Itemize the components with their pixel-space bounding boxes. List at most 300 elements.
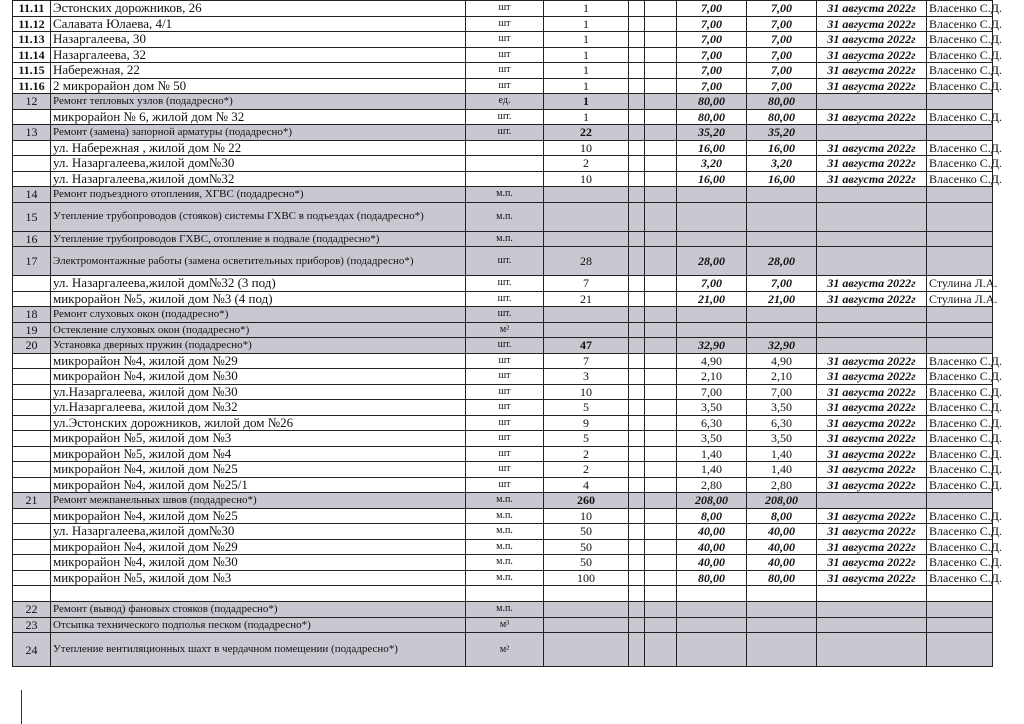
empty-cell <box>629 63 645 79</box>
row-deadline: 31 августа 2022г <box>817 63 927 79</box>
row-number <box>13 400 51 416</box>
empty-cell <box>629 539 645 555</box>
empty-cell <box>629 171 645 187</box>
row-number: 15 <box>13 202 51 231</box>
row-number: 11.15 <box>13 63 51 79</box>
row-quantity: 21 <box>544 291 629 307</box>
row-quantity: 2 <box>544 156 629 172</box>
empty-cell <box>629 78 645 94</box>
row-cost-total: 7,00 <box>747 384 817 400</box>
row-responsible: Власенко С.Д. <box>927 140 993 156</box>
row-deadline <box>817 493 927 509</box>
row-deadline: 31 августа 2022г <box>817 171 927 187</box>
table-row <box>13 415 993 431</box>
row-deadline: 31 августа 2022г <box>817 276 927 292</box>
row-number <box>13 353 51 369</box>
row-cost-total: 2,10 <box>747 369 817 385</box>
row-cost-plan <box>677 202 747 231</box>
row-deadline: 31 августа 2022г <box>817 524 927 540</box>
row-name: микрорайон №4, жилой дом №30 <box>51 555 466 571</box>
row-deadline: 31 августа 2022г <box>817 47 927 63</box>
row-quantity: 2 <box>544 462 629 478</box>
row-unit: м.п. <box>466 539 544 555</box>
row-name: 2 микрорайон дом № 50 <box>51 78 466 94</box>
row-responsible: Власенко С.Д. <box>927 171 993 187</box>
row-unit: шт <box>466 78 544 94</box>
row-responsible: Власенко С.Д. <box>927 1 993 17</box>
row-quantity: 10 <box>544 508 629 524</box>
row-quantity: 22 <box>544 125 629 141</box>
row-number: 22 <box>13 602 51 618</box>
row-unit: шт <box>466 400 544 416</box>
empty-cell <box>629 307 645 323</box>
row-deadline: 31 августа 2022г <box>817 291 927 307</box>
row-name: Утепление вентиляционных шахт в чердачном помещении (подадресно*) <box>51 633 466 667</box>
row-deadline: 31 августа 2022г <box>817 477 927 493</box>
empty-cell <box>629 415 645 431</box>
row-number <box>13 369 51 385</box>
table-row <box>13 140 993 156</box>
row-unit: шт <box>466 16 544 32</box>
section-row <box>13 94 993 110</box>
row-cost-total: 21,00 <box>747 291 817 307</box>
table-body <box>13 0 1002 667</box>
empty-cell <box>629 16 645 32</box>
row-unit: шт. <box>466 247 544 276</box>
empty-cell <box>629 231 645 247</box>
table-row <box>13 462 993 478</box>
row-quantity: 7 <box>544 276 629 292</box>
row-name: Назаргалеева, 30 <box>51 32 466 48</box>
row-unit <box>466 140 544 156</box>
row-cost-plan <box>677 307 747 323</box>
row-name: микрорайон №5, жилой дом №3 (4 под) <box>51 291 466 307</box>
row-number <box>13 171 51 187</box>
row-name: ул.Назаргалеева, жилой дом №32 <box>51 400 466 416</box>
row-number: 21 <box>13 493 51 509</box>
row-number <box>13 462 51 478</box>
row-responsible <box>927 493 993 509</box>
row-name: Установка дверных пружин (подадресно*) <box>51 338 466 354</box>
row-unit: шт. <box>466 291 544 307</box>
empty-cell <box>645 1 677 17</box>
table-row <box>13 109 993 125</box>
row-deadline <box>817 94 927 110</box>
row-quantity: 1 <box>544 94 629 110</box>
row-deadline <box>817 247 927 276</box>
row-cost-total <box>747 307 817 323</box>
row-number: 16 <box>13 231 51 247</box>
row-responsible <box>927 187 993 203</box>
row-responsible <box>927 338 993 354</box>
row-responsible: Власенко С.Д. <box>927 47 993 63</box>
row-number: 12 <box>13 94 51 110</box>
row-cost-plan: 7,00 <box>677 63 747 79</box>
row-quantity <box>544 602 629 618</box>
row-responsible <box>927 617 993 633</box>
row-cost-plan: 7,00 <box>677 384 747 400</box>
row-quantity: 9 <box>544 415 629 431</box>
row-quantity: 50 <box>544 524 629 540</box>
empty-cell <box>629 462 645 478</box>
section-row <box>13 322 993 338</box>
row-unit: ед. <box>466 94 544 110</box>
row-name: микрорайон №4, жилой дом №25 <box>51 462 466 478</box>
row-responsible: Власенко С.Д. <box>927 369 993 385</box>
row-name: Ремонт межпанельных швов (подадресно*) <box>51 493 466 509</box>
row-cost-total: 80,00 <box>747 109 817 125</box>
row-cost-total: 7,00 <box>747 63 817 79</box>
row-responsible: Власенко С.Д. <box>927 415 993 431</box>
row-quantity: 10 <box>544 171 629 187</box>
row-unit: шт <box>466 47 544 63</box>
row-cost-plan <box>677 633 747 667</box>
row-name: Электромонтажные работы (замена осветительных приборов) (подадресно*) <box>51 247 466 276</box>
row-name <box>51 586 466 602</box>
row-responsible: Власенко С.Д. <box>927 156 993 172</box>
row-quantity: 1 <box>544 1 629 17</box>
row-deadline: 31 августа 2022г <box>817 109 927 125</box>
row-cost-plan: 40,00 <box>677 555 747 571</box>
row-deadline: 31 августа 2022г <box>817 353 927 369</box>
row-deadline: 31 августа 2022г <box>817 140 927 156</box>
row-unit: м.п. <box>466 602 544 618</box>
row-responsible: Власенко С.Д. <box>927 353 993 369</box>
empty-cell <box>645 586 677 602</box>
row-unit <box>466 156 544 172</box>
row-unit: шт. <box>466 125 544 141</box>
row-deadline: 31 августа 2022г <box>817 539 927 555</box>
row-name: Отсыпка технического подполья песком (подадресно*) <box>51 617 466 633</box>
row-deadline <box>817 187 927 203</box>
row-unit: шт <box>466 462 544 478</box>
empty-cell <box>645 570 677 586</box>
row-cost-total: 1,40 <box>747 462 817 478</box>
row-number <box>13 140 51 156</box>
row-cost-total: 16,00 <box>747 140 817 156</box>
empty-cell <box>645 202 677 231</box>
work-plan-table <box>12 0 1002 667</box>
row-name: Эстонских дорожников, 26 <box>51 1 466 17</box>
row-cost-plan <box>677 231 747 247</box>
empty-cell <box>645 109 677 125</box>
empty-cell <box>629 291 645 307</box>
row-responsible: Стулина Л.А. <box>927 276 993 292</box>
table-row <box>13 291 993 307</box>
row-name: микрорайон №5, жилой дом №4 <box>51 446 466 462</box>
row-cost-total: 80,00 <box>747 94 817 110</box>
row-unit: шт. <box>466 338 544 354</box>
row-number <box>13 156 51 172</box>
row-number <box>13 291 51 307</box>
row-quantity: 5 <box>544 400 629 416</box>
row-name: ул.Назаргалеева, жилой дом №30 <box>51 384 466 400</box>
table-row <box>13 47 993 63</box>
empty-cell <box>645 247 677 276</box>
empty-cell <box>645 63 677 79</box>
section-row <box>13 202 993 231</box>
row-unit: м³ <box>466 617 544 633</box>
row-quantity: 2 <box>544 446 629 462</box>
row-name: Утепление трубопроводов (стояков) системы ГХВС в подъездах (подадресно*) <box>51 202 466 231</box>
row-number <box>13 384 51 400</box>
row-responsible <box>927 231 993 247</box>
empty-cell <box>629 446 645 462</box>
section-row <box>13 493 993 509</box>
row-deadline: 31 августа 2022г <box>817 400 927 416</box>
row-deadline <box>817 307 927 323</box>
row-deadline <box>817 633 927 667</box>
row-responsible: Власенко С.Д. <box>927 570 993 586</box>
empty-cell <box>629 524 645 540</box>
row-name: микрорайон №5, жилой дом №3 <box>51 431 466 447</box>
row-name: Остекление слуховых окон (подадресно*) <box>51 322 466 338</box>
row-cost-plan: 21,00 <box>677 291 747 307</box>
empty-cell <box>645 524 677 540</box>
row-cost-total: 80,00 <box>747 570 817 586</box>
row-deadline <box>817 586 927 602</box>
row-unit: шт <box>466 384 544 400</box>
empty-cell <box>629 508 645 524</box>
row-quantity: 1 <box>544 78 629 94</box>
row-unit: шт <box>466 446 544 462</box>
empty-cell <box>629 94 645 110</box>
empty-cell <box>645 633 677 667</box>
empty-cell <box>645 617 677 633</box>
empty-cell <box>645 555 677 571</box>
row-cost-plan: 6,30 <box>677 415 747 431</box>
row-cost-plan: 35,20 <box>677 125 747 141</box>
row-cost-total: 8,00 <box>747 508 817 524</box>
row-cost-total <box>747 202 817 231</box>
row-deadline: 31 августа 2022г <box>817 1 927 17</box>
table-row <box>13 508 993 524</box>
row-unit <box>466 586 544 602</box>
table-row <box>13 570 993 586</box>
row-deadline <box>817 202 927 231</box>
document-sheet <box>12 0 1002 667</box>
row-number: 11.14 <box>13 47 51 63</box>
row-cost-plan: 4,90 <box>677 353 747 369</box>
row-quantity: 28 <box>544 247 629 276</box>
row-responsible: Власенко С.Д. <box>927 384 993 400</box>
empty-cell <box>629 384 645 400</box>
row-unit: м.п. <box>466 231 544 247</box>
empty-cell <box>645 78 677 94</box>
row-cost-total: 2,80 <box>747 477 817 493</box>
row-cost-plan: 7,00 <box>677 32 747 48</box>
row-cost-total: 6,30 <box>747 415 817 431</box>
row-responsible: Власенко С.Д. <box>927 109 993 125</box>
row-deadline <box>817 617 927 633</box>
empty-cell <box>629 187 645 203</box>
row-cost-total: 32,90 <box>747 338 817 354</box>
row-deadline: 31 августа 2022г <box>817 570 927 586</box>
row-responsible: Власенко С.Д. <box>927 539 993 555</box>
row-cost-plan: 7,00 <box>677 276 747 292</box>
row-responsible <box>927 125 993 141</box>
row-cost-total <box>747 187 817 203</box>
row-quantity <box>544 307 629 323</box>
row-unit: шт. <box>466 307 544 323</box>
row-number: 11.11 <box>13 1 51 17</box>
row-cost-plan: 40,00 <box>677 524 747 540</box>
row-cost-total: 35,20 <box>747 125 817 141</box>
row-number <box>13 524 51 540</box>
section-row <box>13 602 993 618</box>
row-quantity: 260 <box>544 493 629 509</box>
row-cost-total <box>747 602 817 618</box>
row-cost-total: 16,00 <box>747 171 817 187</box>
empty-cell <box>629 156 645 172</box>
empty-cell <box>629 431 645 447</box>
section-row <box>13 633 993 667</box>
row-responsible: Власенко С.Д. <box>927 508 993 524</box>
row-number: 24 <box>13 633 51 667</box>
empty-cell <box>629 400 645 416</box>
row-name: ул. Назаргалеева,жилой дом№32 <box>51 171 466 187</box>
row-number <box>13 276 51 292</box>
row-responsible: Власенко С.Д. <box>927 16 993 32</box>
row-quantity <box>544 231 629 247</box>
row-deadline: 31 августа 2022г <box>817 16 927 32</box>
blank-row <box>13 586 993 602</box>
row-cost-total <box>747 617 817 633</box>
row-cost-total: 40,00 <box>747 524 817 540</box>
empty-cell <box>645 187 677 203</box>
row-name: Салавата Юлаева, 4/1 <box>51 16 466 32</box>
empty-cell <box>645 231 677 247</box>
row-deadline: 31 августа 2022г <box>817 369 927 385</box>
row-number <box>13 431 51 447</box>
row-responsible <box>927 247 993 276</box>
row-responsible: Власенко С.Д. <box>927 462 993 478</box>
row-number <box>13 555 51 571</box>
empty-cell <box>645 32 677 48</box>
row-unit: шт <box>466 369 544 385</box>
row-responsible: Власенко С.Д. <box>927 477 993 493</box>
empty-cell <box>645 156 677 172</box>
row-responsible: Власенко С.Д. <box>927 446 993 462</box>
row-cost-total: 40,00 <box>747 555 817 571</box>
row-unit: шт <box>466 353 544 369</box>
row-number <box>13 570 51 586</box>
table-row <box>13 446 993 462</box>
row-quantity: 1 <box>544 109 629 125</box>
empty-cell <box>645 47 677 63</box>
empty-cell <box>645 431 677 447</box>
row-number: 11.13 <box>13 32 51 48</box>
row-number: 18 <box>13 307 51 323</box>
section-row <box>13 338 993 354</box>
row-name: Набережная, 22 <box>51 63 466 79</box>
row-unit: шт <box>466 63 544 79</box>
row-name: ул. Назаргалеева,жилой дом№32 (3 под) <box>51 276 466 292</box>
row-name: микрорайон №5, жилой дом №3 <box>51 570 466 586</box>
row-cost-plan: 80,00 <box>677 570 747 586</box>
row-cost-total: 3,50 <box>747 431 817 447</box>
empty-cell <box>629 369 645 385</box>
empty-cell <box>645 415 677 431</box>
row-name: микрорайон №4, жилой дом №25/1 <box>51 477 466 493</box>
empty-cell <box>645 353 677 369</box>
row-cost-plan: 2,80 <box>677 477 747 493</box>
row-name: Ремонт (замена) запорной арматуры (подадресно*) <box>51 125 466 141</box>
row-cost-plan: 1,40 <box>677 462 747 478</box>
row-quantity: 7 <box>544 353 629 369</box>
table-row <box>13 431 993 447</box>
row-number <box>13 109 51 125</box>
row-responsible <box>927 94 993 110</box>
row-quantity <box>544 202 629 231</box>
row-responsible: Власенко С.Д. <box>927 555 993 571</box>
row-name: микрорайон №4, жилой дом №29 <box>51 353 466 369</box>
table-row <box>13 524 993 540</box>
row-quantity <box>544 322 629 338</box>
row-responsible: Власенко С.Д. <box>927 400 993 416</box>
table-row <box>13 555 993 571</box>
row-cost-plan: 16,00 <box>677 171 747 187</box>
row-responsible <box>927 602 993 618</box>
empty-cell <box>645 291 677 307</box>
row-quantity: 10 <box>544 384 629 400</box>
row-cost-total: 1,40 <box>747 446 817 462</box>
row-responsible: Власенко С.Д. <box>927 431 993 447</box>
empty-cell <box>645 446 677 462</box>
table-row <box>13 477 993 493</box>
row-unit: шт. <box>466 109 544 125</box>
row-cost-total: 7,00 <box>747 32 817 48</box>
section-row <box>13 617 993 633</box>
row-unit: шт <box>466 32 544 48</box>
row-unit <box>466 171 544 187</box>
row-deadline: 31 августа 2022г <box>817 555 927 571</box>
row-number: 17 <box>13 247 51 276</box>
row-unit: м.п. <box>466 524 544 540</box>
row-name: Ремонт слуховых окон (подадресно*) <box>51 307 466 323</box>
row-quantity: 50 <box>544 539 629 555</box>
empty-cell <box>645 477 677 493</box>
row-cost-plan: 7,00 <box>677 47 747 63</box>
table-row <box>13 1 993 17</box>
row-cost-plan <box>677 586 747 602</box>
row-deadline <box>817 338 927 354</box>
section-row <box>13 231 993 247</box>
row-cost-plan: 7,00 <box>677 1 747 17</box>
row-number <box>13 415 51 431</box>
row-unit: м² <box>466 322 544 338</box>
empty-cell <box>629 493 645 509</box>
empty-cell <box>629 617 645 633</box>
row-unit: шт <box>466 431 544 447</box>
row-number: 19 <box>13 322 51 338</box>
table-row <box>13 156 993 172</box>
row-name: Назаргалеева, 32 <box>51 47 466 63</box>
empty-cell <box>645 125 677 141</box>
row-cost-total: 3,20 <box>747 156 817 172</box>
empty-cell <box>645 338 677 354</box>
empty-cell <box>645 171 677 187</box>
row-responsible: Власенко С.Д. <box>927 78 993 94</box>
row-name: Ремонт (вывод) фановых стояков (подадресно*) <box>51 602 466 618</box>
row-cost-total: 3,50 <box>747 400 817 416</box>
row-cost-total <box>747 633 817 667</box>
row-cost-plan: 7,00 <box>677 16 747 32</box>
row-number <box>13 477 51 493</box>
row-name: микрорайон №4, жилой дом №25 <box>51 508 466 524</box>
empty-cell <box>629 586 645 602</box>
row-cost-total <box>747 322 817 338</box>
